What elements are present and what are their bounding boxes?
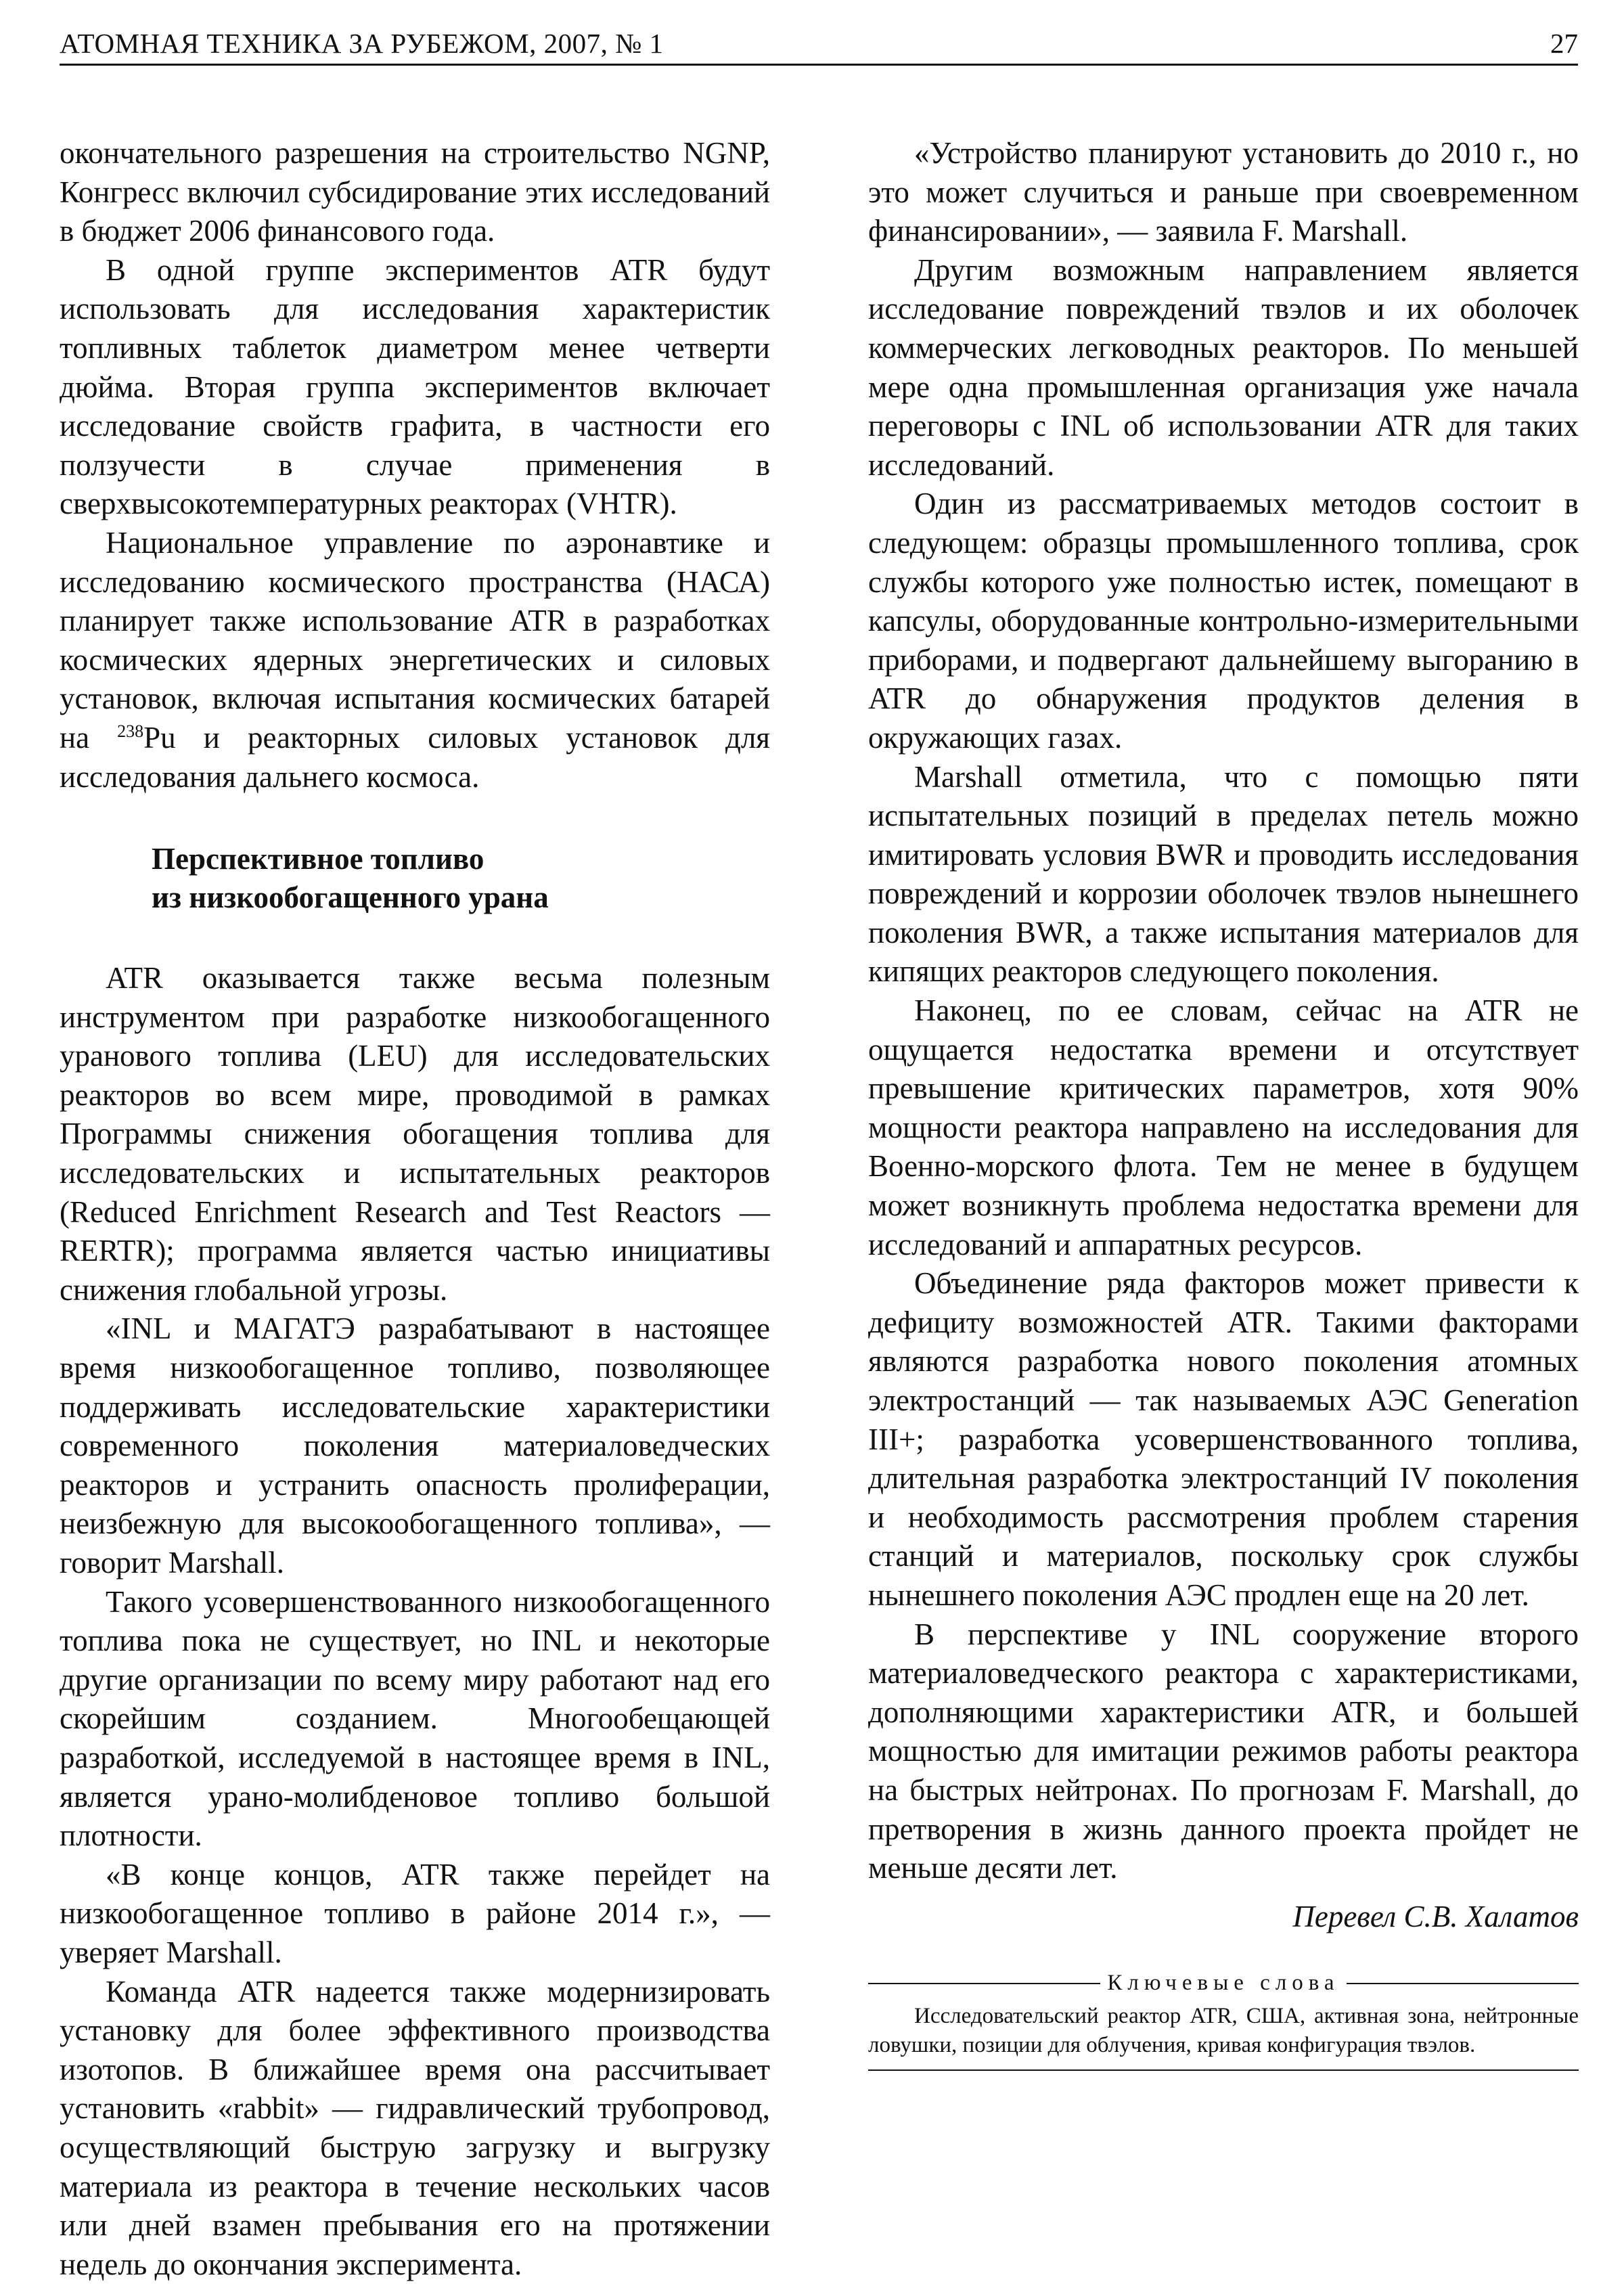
paragraph-text: Pu и реакторных силовых установок для исследования дальнего космоса. <box>60 720 770 794</box>
paragraph: «В конце концов, ATR также перейдет на низкообогащенное топливо в районе 2014 г.», — уверяет Marshall. <box>60 1857 770 1969</box>
paragraph: Один из рассматриваемых методов состоит в следующем: образцы промышленного топлива, срок службы которого уже полностью истек, помещают в капсулы, оборудованные контрольно-измерительными приборами, и подвергают дальнейшему выгоранию в ATR до обнаружения продуктов деления в окружающих газах. <box>868 487 1579 755</box>
section-heading <box>106 840 770 917</box>
divider <box>1347 1983 1579 1984</box>
paragraph: Другим возможным направлением является исследование повреждений твэлов и их оболочек коммерческих легководных реакторов. По меньшей мере одна промышленная организация уже начала переговоры с INL об использовании ATR для таких исследований. <box>868 252 1579 482</box>
page-number: 27 <box>1550 28 1578 59</box>
paragraph: Команда ATR надеется также модернизировать установку для более эффективного производства изотопов. В ближайшее время она рассчитывает установить «rabbit» — гидравлический трубопровод, осуществляющий быструю загрузку и выгрузку материала из реактора в течение нескольких часов или дней взамен пребывания его на протяжении недель до окончания эксперимента. <box>60 1974 770 2281</box>
divider <box>868 1983 1100 1984</box>
paragraph: В перспективе у INL сооружение второго материаловедческого реактора с характеристиками, дополняющими характеристики ATR, и большей мощностью для имитации режимов работы реактора на быстрых нейтронах. По прогнозам F. Marshall, до претворения в жизнь данного проекта пройдет не меньше десяти лет. <box>868 1617 1579 1885</box>
paragraph: Наконец, по ее словам, сейчас на ATR не ощущается недостатка времени и отсутствует превышение критических параметров, хотя 90% мощности реактора направлено на исследования для Военно-морского флота. Тем не менее в будущем может возникнуть проблема недостатка времени для исследований и аппаратных ресурсов. <box>868 993 1579 1261</box>
paragraph: ATR оказывается также весьма полезным инструментом при разработке низкообогащенного уранового топлива (LEU) для исследовательских реакторов во всем мире, проводимой в рамках Программы снижения обогащения топлива для исследовательских и испытательных реакторов (Reduced Enrichment Research and Test Reactors — RERTR); программа является частью инициативы снижения глобальной угрозы. <box>60 961 770 1307</box>
paragraph: В одной группе экспериментов ATR будут использовать для исследования характеристик топливных таблеток диаметром менее четверти дюйма. Вторая группа экспериментов включает исследование свойств графита, в частности его ползучести в случае применения в сверхвысокотемпературных реакторах (VHTR). <box>60 252 770 521</box>
keywords-title-row <box>868 1969 1579 1998</box>
paragraph <box>60 524 770 797</box>
paragraph: Объединение ряда факторов может привести к дефициту возможностей ATR. Такими факторами являются разработка нового поколения атомных электростанций — так называемых АЭС Generation III+; разработка усовершенствованного топлива, длительная разработка электростанций IV поколения и необходимость рассмотрения проблем старения станций и материалов, поскольку срок службы нынешнего поколения АЭС продлен еще на 20 лет. <box>868 1266 1579 1612</box>
running-header <box>60 27 1578 66</box>
keywords-title: Ключевые слова <box>1107 1971 1340 1996</box>
left-column <box>60 134 770 2284</box>
keywords-text: Исследовательский реактор ATR, США, активная зона, нейтронные ловушки, позиции для облучения, кривая конфигурация твэлов. <box>868 2004 1579 2058</box>
divider <box>868 2069 1579 2071</box>
isotope-mass-number: 238 <box>117 721 144 741</box>
paragraph: Такого усовершенствованного низкообогащенного топлива пока не существует, но INL и некоторые другие организации по всему миру работают над его скорейшим созданием. Многообещающей разработкой, исследуемой в настоящее время в INL, является урано-молибденовое топливо большой плотности. <box>60 1584 770 1853</box>
paragraph: окончательного разрешения на строительство NGNP, Конгресс включил субсидирование этих исследований в бюджет 2006 финансового года. <box>60 136 770 248</box>
section-heading-line: из низкообогащенного урана <box>152 880 549 915</box>
journal-title: АТОМНАЯ ТЕХНИКА ЗА РУБЕЖОМ, 2007, № 1 <box>60 28 664 59</box>
section-heading-line: Перспективное топливо <box>152 842 484 876</box>
translator-credit: Перевел С.В. Халатов <box>1292 1899 1579 1933</box>
paragraph-text: Национальное управление по аэронавтике и исследованию космического пространства (НАСА) планирует также использование ATR в разработках космических ядерных энергетических и силовых установок, включая испытания космических батарей на <box>60 525 770 755</box>
paragraph: «Устройство планируют установить до 2010 г., но это может случиться и раньше при своевременном финансировании», — заявила F. Marshall. <box>868 136 1579 248</box>
paragraph: «INL и МАГАТЭ разрабатывают в настоящее время низкообогащенное топливо, позволяющее поддерживать исследовательские характеристики современного поколения материаловедческих реакторов и устранить опасность пролиферации, неизбежную для высокообогащенного топлива», — говорит Marshall. <box>60 1312 770 1580</box>
paragraph: Marshall отметила, что с помощью пяти испытательных позиций в пределах петель можно имитировать условия BWR и проводить исследования повреждений и коррозии оболочек твэлов нынешнего поколения BWR, а также испытания материалов для кипящих реакторов следующего поколения. <box>868 759 1579 989</box>
right-column <box>868 134 1579 2071</box>
keywords-box <box>868 1969 1579 2071</box>
